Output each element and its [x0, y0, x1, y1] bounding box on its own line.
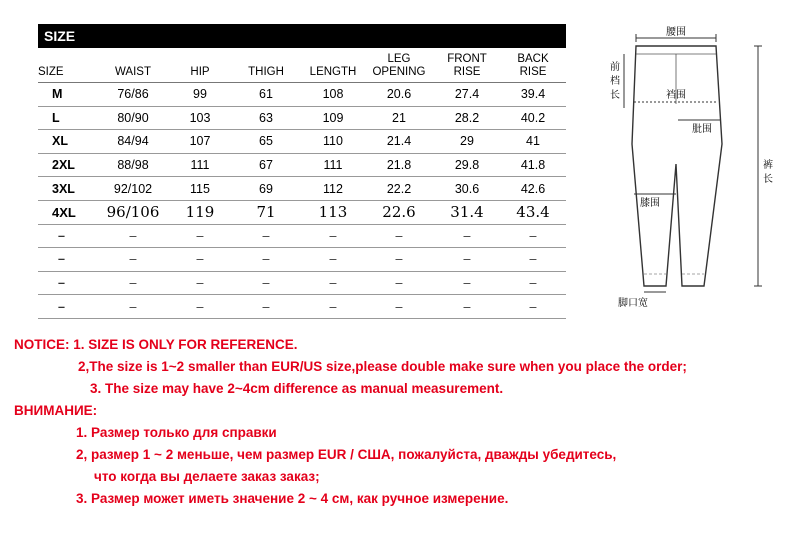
- empty-cell: –: [196, 299, 204, 314]
- empty-cell: –: [58, 299, 65, 314]
- notice-ru-2: 2, размер 1 ~ 2 меньше, чем размер EUR / США, пожалуйста, дважды убедитесь,: [76, 447, 617, 462]
- label-leg-opening: 脚口宽: [618, 298, 648, 309]
- cell-back-rise: 42.6: [520, 181, 546, 196]
- cell-hip: 119: [185, 203, 215, 222]
- cell-waist: 96/106: [106, 203, 160, 222]
- size-chart-header-row: [38, 48, 566, 83]
- label-front-rise-3: 长: [610, 90, 620, 101]
- empty-row: [38, 248, 566, 272]
- empty-row: [38, 295, 566, 319]
- notice-ru-2b: что когда вы делаете заказ заказ;: [94, 469, 320, 484]
- cell-length: 112: [323, 181, 343, 196]
- col-header-front-rise: FRONT RISE: [447, 53, 487, 78]
- cell-waist: 84/94: [117, 134, 149, 149]
- cell-front-rise: 27.4: [454, 87, 480, 102]
- empty-cell: –: [329, 299, 337, 314]
- label-thigh: 肶围: [692, 124, 712, 135]
- cell-length: 108: [322, 87, 344, 102]
- empty-cell: –: [463, 252, 471, 267]
- empty-row: [38, 272, 566, 296]
- col-header-leg-opening: LEG OPENING: [372, 53, 426, 78]
- size-row: [38, 107, 566, 131]
- col-header-hip: HIP: [190, 66, 210, 78]
- pants-measurement-diagram: [596, 24, 796, 324]
- cell-hip: 99: [193, 87, 207, 102]
- empty-cell: –: [463, 299, 471, 314]
- cell-waist: 76/86: [117, 87, 149, 102]
- empty-cell: –: [262, 228, 270, 243]
- cell-thigh: 65: [259, 134, 273, 149]
- cell-length: 109: [322, 110, 344, 125]
- empty-cell: –: [129, 299, 137, 314]
- cell-waist: 92/102: [113, 181, 153, 196]
- cell-thigh: 69: [259, 181, 273, 196]
- col-header-waist: WAIST: [115, 66, 151, 78]
- empty-cell: –: [129, 276, 137, 291]
- label-front-rise-1: 前: [610, 62, 620, 73]
- empty-cell: –: [129, 228, 137, 243]
- size-chart-table: [38, 24, 566, 319]
- empty-cell: –: [129, 252, 137, 267]
- empty-cell: –: [529, 228, 537, 243]
- empty-cell: –: [529, 252, 537, 267]
- cell-thigh: 71: [256, 203, 276, 222]
- label-length-2: 长: [763, 174, 773, 185]
- cell-leg-opening: 21.8: [386, 158, 412, 173]
- cell-length: 111: [323, 158, 343, 173]
- cell-front-rise: 28.2: [454, 110, 480, 125]
- empty-cell: –: [329, 276, 337, 291]
- cell-thigh: 63: [259, 110, 273, 125]
- cell-front-rise: 29.8: [454, 158, 480, 173]
- cell-length: 113: [318, 203, 348, 222]
- empty-cell: –: [196, 276, 204, 291]
- empty-cell: –: [395, 228, 403, 243]
- cell-size: L: [52, 110, 60, 125]
- empty-cell: –: [262, 252, 270, 267]
- empty-cell: –: [529, 299, 537, 314]
- cell-leg-opening: 22.2: [386, 181, 412, 196]
- notice-block: [14, 334, 794, 510]
- col-header-length: LENGTH: [309, 66, 357, 78]
- cell-back-rise: 43.4: [516, 203, 550, 222]
- empty-cell: –: [395, 299, 403, 314]
- cell-waist: 80/90: [117, 110, 149, 125]
- cell-waist: 88/98: [117, 158, 149, 173]
- size-row: [38, 177, 566, 201]
- empty-cell: –: [196, 228, 204, 243]
- cell-leg-opening: 21: [392, 110, 406, 125]
- cell-hip: 115: [190, 181, 210, 196]
- label-crotch: 裆围: [666, 90, 686, 101]
- cell-thigh: 61: [259, 87, 273, 102]
- cell-front-rise: 29: [460, 134, 474, 149]
- cell-back-rise: 39.4: [520, 87, 546, 102]
- empty-cell: –: [329, 252, 337, 267]
- cell-leg-opening: 20.6: [386, 87, 412, 102]
- cell-leg-opening: 22.6: [382, 203, 416, 222]
- notice-en-3: 3. The size may have 2~4cm difference as manual measurement.: [90, 381, 504, 396]
- cell-length: 110: [323, 134, 343, 149]
- notice-ru-1: 1. Размер только для справки: [76, 425, 277, 440]
- cell-back-rise: 41.8: [520, 158, 546, 173]
- cell-thigh: 67: [259, 158, 273, 173]
- cell-size: M: [52, 87, 63, 102]
- pants-outline: [632, 46, 722, 286]
- notice-ru-title: ВНИМАНИЕ:: [14, 403, 98, 418]
- label-front-rise-2: 档: [610, 76, 620, 87]
- notice-en-1: NOTICE: 1. SIZE IS ONLY FOR REFERENCE.: [14, 337, 298, 352]
- col-header-back-rise: BACK RISE: [517, 53, 549, 78]
- cell-leg-opening: 21.4: [386, 134, 412, 149]
- label-waist: 腰围: [666, 27, 686, 38]
- empty-cell: –: [463, 276, 471, 291]
- cell-size: 3XL: [52, 181, 75, 196]
- empty-cell: –: [196, 252, 204, 267]
- empty-cell: –: [58, 276, 65, 291]
- label-length-1: 裤: [763, 160, 773, 171]
- empty-cell: –: [262, 299, 270, 314]
- cell-size: 2XL: [52, 158, 75, 173]
- empty-cell: –: [529, 276, 537, 291]
- cell-hip: 107: [189, 134, 211, 149]
- cell-back-rise: 40.2: [520, 110, 546, 125]
- size-row: [38, 201, 566, 225]
- empty-cell: –: [395, 252, 403, 267]
- empty-cell: –: [395, 276, 403, 291]
- cell-front-rise: 31.4: [450, 203, 484, 222]
- size-chart-title: SIZE: [38, 24, 566, 48]
- empty-cell: –: [58, 252, 65, 267]
- size-row: [38, 83, 566, 107]
- size-row: [38, 154, 566, 178]
- cell-front-rise: 30.6: [454, 181, 480, 196]
- col-header-size: SIZE: [38, 66, 64, 78]
- notice-ru-3: 3. Размер может иметь значение 2 ~ 4 см, как ручное измерение.: [76, 491, 509, 506]
- col-header-thigh: THIGH: [248, 66, 284, 78]
- cell-size: XL: [52, 134, 68, 149]
- cell-back-rise: 41: [526, 134, 540, 149]
- cell-hip: 103: [189, 110, 211, 125]
- empty-cell: –: [463, 228, 471, 243]
- notice-en-2: 2,The size is 1~2 smaller than EUR/US size,please double make sure when you place the order;: [78, 359, 687, 374]
- empty-row: [38, 225, 566, 249]
- cell-size: 4XL: [52, 204, 76, 220]
- size-row: [38, 130, 566, 154]
- empty-cell: –: [262, 276, 270, 291]
- cell-hip: 111: [190, 158, 210, 173]
- empty-cell: –: [58, 228, 65, 243]
- empty-cell: –: [329, 228, 337, 243]
- label-knee: 膝围: [640, 198, 660, 209]
